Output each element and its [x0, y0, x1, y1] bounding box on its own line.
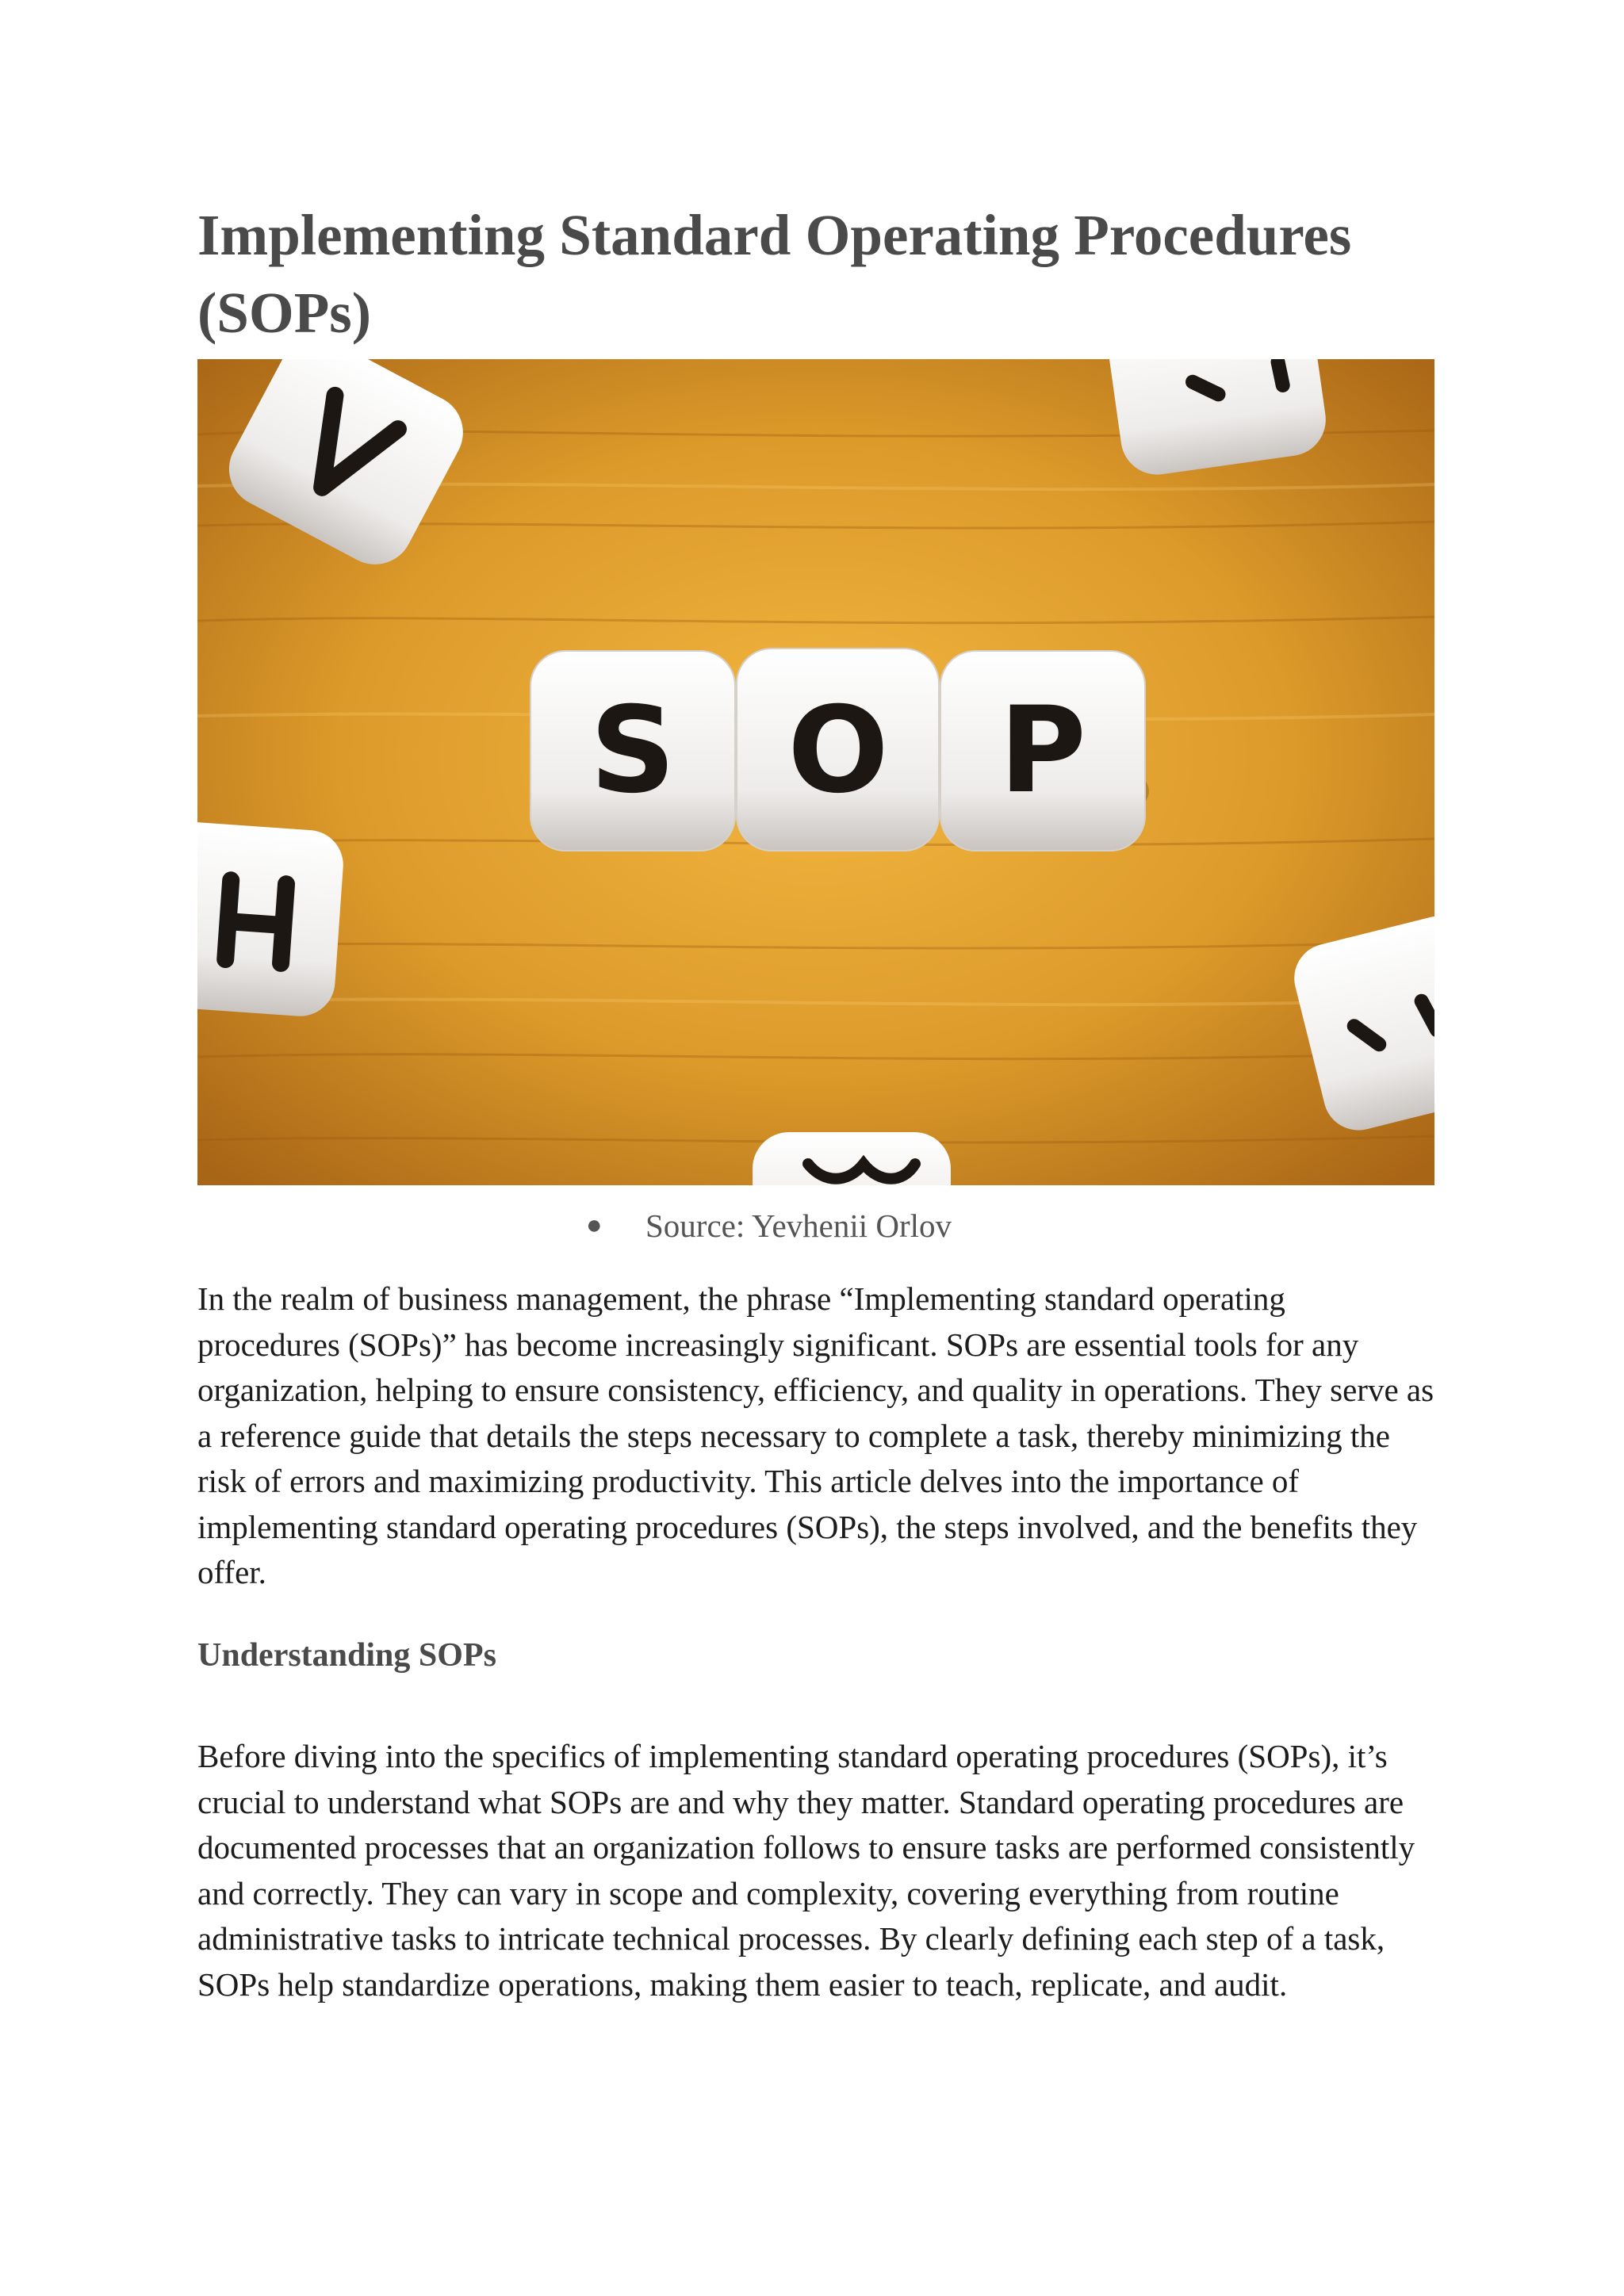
image-caption-list	[197, 1203, 1434, 1248]
svg-text:P: P	[999, 682, 1086, 820]
section-heading: Understanding SOPs	[197, 1637, 496, 1674]
bullet-icon: ●	[586, 1211, 603, 1240]
svg-text:O: O	[787, 682, 889, 820]
article-title: Implementing Standard Operating Procedures (SOPs)	[197, 203, 1352, 345]
intro-paragraph: In the realm of business management, the phrase “Implementing standard operating procedures (SOPs)” has become increasingly significant. SOPs are essential tools for any organization, helping to ensure consistency, efficiency, and quality in operations. They serve as a reference guide that details the steps necessary to complete a task, thereby minimizing the risk of errors and maximizing productivity. This article delves into the importance of implementing standard operating procedures (SOPs), the steps involved, and the benefits they offer.	[197, 1280, 1434, 1590]
die-bottom-center	[753, 1132, 951, 1185]
section-paragraph: Before diving into the specifics of implementing standard operating procedures (SOPs), it’s crucial to understand what SOPs are and why they matter. Standard operating procedures are documented processes that an organization follows to ensure tasks are performed consistently and correctly. They can vary in scope and complexity, covering everything from routine administrative tasks to intricate technical processes. By clearly defining each step of a task, SOPs help standardize operations, making them easier to teach, replicate, and audit.	[197, 1738, 1415, 2003]
image-caption	[197, 1203, 1434, 1248]
caption-text: Source: Yevhenii Orlov	[645, 1207, 952, 1244]
die-left-middle	[197, 819, 346, 1018]
sop-block-s	[530, 651, 735, 851]
sop-block-p	[940, 651, 1145, 851]
sop-block-o	[737, 649, 939, 851]
svg-text:S: S	[589, 682, 676, 820]
hero-image	[197, 359, 1434, 1185]
